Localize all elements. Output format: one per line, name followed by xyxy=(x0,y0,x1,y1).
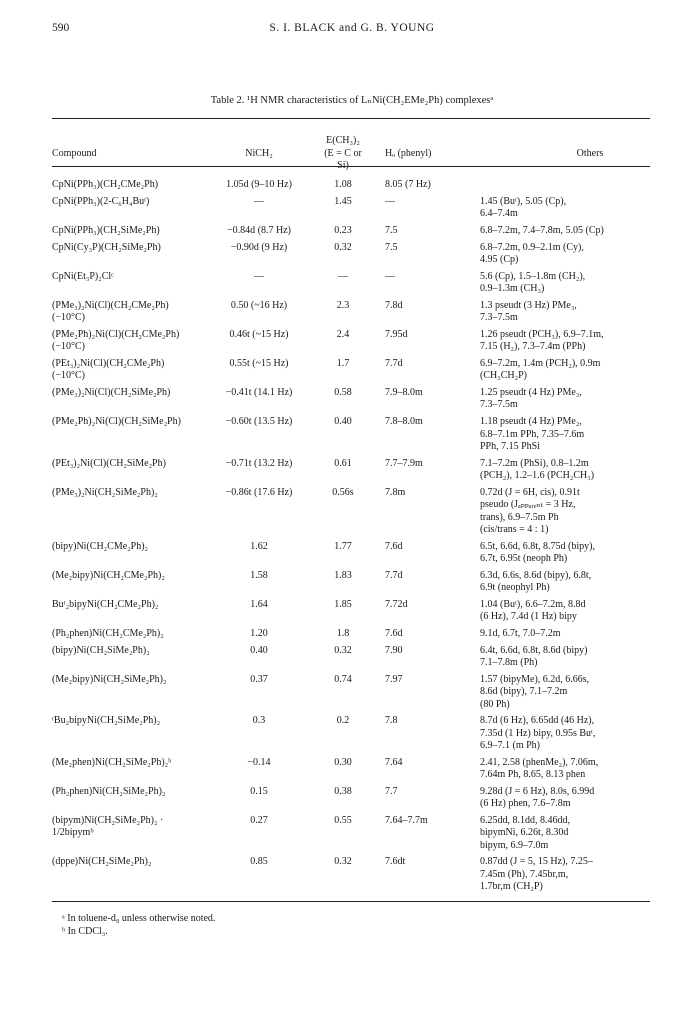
others-cell: 6.8–7.2m, 7.4–7.8m, 5.05 (Cp) xyxy=(480,224,604,236)
ech3-cell: 2.4 xyxy=(336,328,350,340)
table-bottom-rule xyxy=(52,901,650,902)
table-caption: Table 2. ¹H NMR characteristics of LₙNi(CH₂EMe₂Ph) complexesᵃ xyxy=(210,95,494,106)
header-nich2: NiCH₂ xyxy=(245,148,273,159)
phenyl-cell: 7.64–7.7m xyxy=(385,814,428,826)
others-cell: 2.41, 2.58 (phenMe₂), 7.06m, xyxy=(480,756,599,768)
nich2-cell: −0.86t (17.6 Hz) xyxy=(225,486,293,498)
phenyl-cell: 7.5 xyxy=(385,241,398,253)
ech3-cell: 2.3 xyxy=(336,299,350,311)
ech3-cell: 0.40 xyxy=(334,416,352,428)
compound-cell: (−10°C) xyxy=(52,341,85,353)
compound-cell: (PMe₂Ph)₂Ni(Cl)(CH₂CMe₂Ph) xyxy=(52,328,180,340)
ech3-cell: 0.55 xyxy=(334,814,352,826)
others-cell: 6.3d, 6.6s, 8.6d (bipy), 6.8t, xyxy=(480,569,592,581)
phenyl-cell: 7.90 xyxy=(385,644,403,656)
others-cell: 7.3–7.5m xyxy=(480,399,518,411)
ech3-cell: 0.2 xyxy=(336,715,350,727)
compound-cell: (PEt₃)₂Ni(Cl)(CH₂CMe₂Ph) xyxy=(52,357,165,369)
running-header xyxy=(52,22,652,38)
nich2-cell: 1.05d (9–10 Hz) xyxy=(226,179,292,190)
others-cell: 1.45 (Buᵗ), 5.05 (Cp), xyxy=(480,195,567,207)
compound-cell: (bipy)Ni(CH₂CMe₂Ph)₂ xyxy=(52,540,149,552)
others-cell: 1.3 pseudt (3 Hz) PMe₃, xyxy=(480,299,577,311)
others-cell: 6.9–7.1 (m Ph) xyxy=(480,740,540,751)
others-cell: 8.6d (bipy), 7.1–7.2m xyxy=(480,686,568,698)
header-phenyl: Hₒ (phenyl) xyxy=(385,148,432,159)
others-cell: 1.57 (bipyMe), 6.2d, 6.66s, xyxy=(480,673,590,685)
header-ech3-line2: (E = C or Si) xyxy=(324,148,362,171)
compound-cell: (PMe₃)₂Ni(Cl)(CH₂CMe₂Ph) xyxy=(52,299,169,311)
nich2-cell: 0.27 xyxy=(250,814,268,826)
others-cell: 1.18 pseudt (4 Hz) PMe₂, xyxy=(480,416,582,428)
others-cell: 8.7d (6 Hz), 6.65dd (46 Hz), xyxy=(480,715,595,727)
nich2-cell: — xyxy=(254,270,264,282)
phenyl-cell: 7.7–7.9m xyxy=(385,457,423,469)
footnote-a: ᵃ In toluene-d₈ unless otherwise noted. xyxy=(62,912,216,924)
others-cell: 6.4t, 6.6d, 6.8t, 8.6d (bipy) xyxy=(480,644,588,656)
others-cell: 6.25dd, 8.1dd, 8.46dd, xyxy=(480,814,570,826)
others-cell: 6.9–7.2m, 1.4m (PCH₂), 0.9m xyxy=(480,357,601,369)
nich2-cell: −0.71t (13.2 Hz) xyxy=(225,457,293,469)
footnote-b: ᵇ In CDCl₃. xyxy=(62,925,108,937)
nich2-cell: 0.46t (~15 Hz) xyxy=(229,328,289,340)
header-bottom-rule xyxy=(52,166,650,167)
others-cell: (PCH₂), 1.2–1.6 (PCH₂CH₃) xyxy=(480,470,595,481)
ech3-cell: 0.38 xyxy=(334,785,352,797)
others-cell: 7.1–7.8m (Ph) xyxy=(480,657,538,668)
others-cell: 0.87dd (J = 5, 15 Hz), 7.25– xyxy=(480,856,593,868)
phenyl-cell: 7.6d xyxy=(385,540,403,552)
others-cell: 6.8–7.1m PPh, 7.35–7.6m xyxy=(480,428,585,440)
nich2-cell: 1.62 xyxy=(250,540,268,552)
ech3-cell: 0.32 xyxy=(334,241,352,253)
others-cell: 5.6 (Cp), 1.5–1.8m (CH₂), xyxy=(480,270,586,282)
others-cell: 9.28d (J = 6 Hz), 8.0s, 6.99d xyxy=(480,785,595,797)
ech3-cell: 0.61 xyxy=(334,457,352,469)
phenyl-cell: 7.97 xyxy=(385,673,403,685)
nich2-cell: 0.85 xyxy=(250,856,268,868)
header-ech3-line1: E(CH₃)₂ xyxy=(326,135,360,146)
nich2-cell: 1.64 xyxy=(250,598,268,610)
ech3-cell: 0.58 xyxy=(334,387,352,398)
others-cell: PPh, 7.15 PhSi xyxy=(480,440,541,452)
page-number: 590 xyxy=(52,22,70,34)
compound-cell: (Ph₂phen)Ni(CH₂SiMe₂Ph)₂ xyxy=(52,785,166,797)
nich2-cell: −0.84d (8.7 Hz) xyxy=(227,224,291,236)
phenyl-cell: 7.8–8.0m xyxy=(385,416,423,428)
others-cell: 4.95 (Cp) xyxy=(480,253,519,265)
others-cell: 1.26 pseudt (PCH₃), 6.9–7.1m, xyxy=(480,328,604,340)
others-cell: 6.7t, 6.95t (neoph Ph) xyxy=(480,553,568,564)
compound-cell: (Me₂bipy)Ni(CH₂CMe₂Ph)₂ xyxy=(52,569,165,581)
header-compound: Compound xyxy=(52,148,97,159)
others-cell: 7.3–7.5m xyxy=(480,312,518,324)
compound-cell: (Me₂bipy)Ni(CH₂SiMe₂Ph)₂ xyxy=(52,673,167,685)
nich2-cell: −0.14 xyxy=(247,756,271,768)
others-cell: 0.9–1.3m (CH₃) xyxy=(480,283,545,294)
ech3-cell: — xyxy=(338,270,348,282)
compound-cell: CpNi(Cy₃P)(CH₂SiMe₂Ph) xyxy=(52,241,161,253)
nich2-cell: — xyxy=(254,195,264,207)
phenyl-cell: — xyxy=(385,270,395,282)
phenyl-cell: 7.7 xyxy=(385,785,398,797)
ech3-cell: 0.32 xyxy=(334,644,352,656)
phenyl-cell: 7.95d xyxy=(385,328,408,340)
others-cell: (cis/trans = 4 : 1) xyxy=(480,523,549,535)
others-cell: 1.7br,m (CH₂P) xyxy=(480,881,543,893)
ech3-cell: 1.08 xyxy=(334,179,352,190)
ech3-cell: 1.83 xyxy=(334,569,352,581)
phenyl-cell: 7.8m xyxy=(385,486,406,498)
phenyl-cell: 7.7d xyxy=(385,357,403,369)
compound-cell: CpNi(PPh₃)(CH₂CMe₂Ph) xyxy=(52,179,159,190)
others-cell: 9.1d, 6.7t, 7.0–7.2m xyxy=(480,627,561,639)
others-cell: 6.4–7.4m xyxy=(480,208,518,220)
others-cell: 7.15 (H₂), 7.3–7.4m (PPh) xyxy=(480,341,586,353)
others-cell: 0.72d (J = 6H, cis), 0.91t xyxy=(480,486,580,498)
ech3-cell: 1.7 xyxy=(336,357,350,369)
others-cell: 7.1–7.2m (PhSi), 0.8–1.2m xyxy=(480,457,589,469)
ech3-cell: 1.45 xyxy=(334,195,352,207)
table-top-rule xyxy=(52,118,650,119)
others-cell: pseudo (Jₐₚₚₐᵣₑₙₜ = 3 Hz, xyxy=(480,499,576,511)
compound-cell: (bipy)Ni(CH₂SiMe₂Ph)₂ xyxy=(52,644,150,656)
compound-cell: (PMe₃)₂Ni(Cl)(CH₂SiMe₂Ph) xyxy=(52,387,171,398)
nich2-cell: 0.55t (~15 Hz) xyxy=(229,357,289,369)
compound-cell: ᵗBu₂bipyNi(CH₂SiMe₂Ph)₂ xyxy=(52,715,161,727)
phenyl-cell: — xyxy=(385,195,395,207)
compound-cell: 1/2bipymᵇ xyxy=(52,827,94,839)
phenyl-cell: 7.6dt xyxy=(385,856,406,868)
compound-cell: (dppe)Ni(CH₂SiMe₂Ph)₂ xyxy=(52,856,152,868)
nich2-cell: 0.50 (~16 Hz) xyxy=(230,299,288,311)
ech3-cell: 0.56s xyxy=(332,486,354,498)
phenyl-cell: 7.6d xyxy=(385,627,403,639)
header-others: Others xyxy=(576,148,604,159)
others-cell: 6.8–7.2m, 0.9–2.1m (Cy), xyxy=(480,241,584,253)
compound-cell: (−10°C) xyxy=(52,312,85,324)
nich2-cell: 1.58 xyxy=(250,569,268,581)
compound-cell: (PEt₃)₂Ni(Cl)(CH₂SiMe₂Ph) xyxy=(52,457,166,469)
compound-cell: (Me₂phen)Ni(CH₂SiMe₂Ph)₂ᵇ xyxy=(52,756,172,768)
phenyl-cell: 7.7d xyxy=(385,569,403,581)
compound-cell: (−10°C) xyxy=(52,370,85,382)
compound-cell: (Ph₂phen)Ni(CH₂CMe₂Ph)₂ xyxy=(52,627,164,639)
nich2-cell: −0.60t (13.5 Hz) xyxy=(225,416,293,428)
others-cell: bipym, 6.9–7.0m xyxy=(480,839,549,851)
nich2-cell: 0.15 xyxy=(250,785,268,797)
phenyl-cell: 7.9–8.0m xyxy=(385,387,423,398)
ech3-cell: 1.8 xyxy=(336,627,350,639)
compound-cell: Buᵗ₂bipyNi(CH₂CMe₂Ph)₂ xyxy=(52,598,159,610)
compound-cell: (bipym)Ni(CH₂SiMe₂Ph)₂ · xyxy=(52,814,164,826)
ech3-cell: 0.74 xyxy=(334,673,352,685)
others-cell: 6.9t (neophyl Ph) xyxy=(480,582,550,594)
running-title: S. I. BLACK and G. B. YOUNG xyxy=(269,22,435,34)
ech3-cell: 0.23 xyxy=(334,224,352,236)
ech3-cell: 1.85 xyxy=(334,598,352,610)
compound-cell: (PMe₃)₂Ni(CH₂SiMe₂Ph)₂ xyxy=(52,486,158,498)
nich2-cell: 1.20 xyxy=(250,627,268,639)
ech3-cell: 0.32 xyxy=(334,856,352,868)
others-cell: 7.45m (Ph), 7.45br,m, xyxy=(480,868,569,880)
phenyl-cell: 8.05 (7 Hz) xyxy=(385,179,431,190)
others-cell: 6.5t, 6.6d, 6.8t, 8.75d (bipy), xyxy=(480,540,595,552)
compound-cell: (PMe₂Ph)₂Ni(Cl)(CH₂SiMe₂Ph) xyxy=(52,416,181,428)
others-cell: (6 Hz), 7.4d (1 Hz) bipy xyxy=(480,611,577,623)
compound-cell: CpNi(PPh₃)(2-C₆H₄Buᵗ) xyxy=(52,195,150,207)
phenyl-cell: 7.72d xyxy=(385,598,408,610)
nich2-cell: −0.41t (14.1 Hz) xyxy=(225,387,293,398)
phenyl-cell: 7.8d xyxy=(385,299,403,311)
nich2-cell: 0.40 xyxy=(250,644,268,656)
ech3-cell: 0.30 xyxy=(334,756,352,768)
phenyl-cell: 7.64 xyxy=(385,756,403,768)
phenyl-cell: 7.8 xyxy=(385,715,398,727)
compound-cell: CpNi(PPh₃)(CH₂SiMe₂Ph) xyxy=(52,224,160,236)
nich2-cell: 0.37 xyxy=(250,673,268,685)
others-cell: 7.35d (1 Hz) bipy, 0.95s Buᵗ, xyxy=(480,727,596,739)
others-cell: trans), 6.9–7.5m Ph xyxy=(480,511,559,523)
others-cell: 1.04 (Buᵗ), 6.6–7.2m, 8.8d xyxy=(480,598,586,610)
nich2-cell: −0.90d (9 Hz) xyxy=(230,241,288,253)
others-cell: (6 Hz) phen, 7.6–7.8m xyxy=(480,798,571,810)
others-cell: 7.64m Ph, 8.65, 8.13 phen xyxy=(480,769,586,781)
nich2-cell: 0.3 xyxy=(252,715,266,727)
others-cell: 1.25 pseudt (4 Hz) PMe₃, xyxy=(480,387,582,398)
compound-cell: CpNi(Et₃P)₂Clᶜ xyxy=(52,270,114,282)
phenyl-cell: 7.5 xyxy=(385,224,398,236)
others-cell: (80 Ph) xyxy=(480,698,510,710)
ech3-cell: 1.77 xyxy=(334,540,352,552)
others-cell: bipymNi, 6.26t, 8.30d xyxy=(480,827,569,839)
others-cell: (CH₃CH₂P) xyxy=(480,370,527,382)
